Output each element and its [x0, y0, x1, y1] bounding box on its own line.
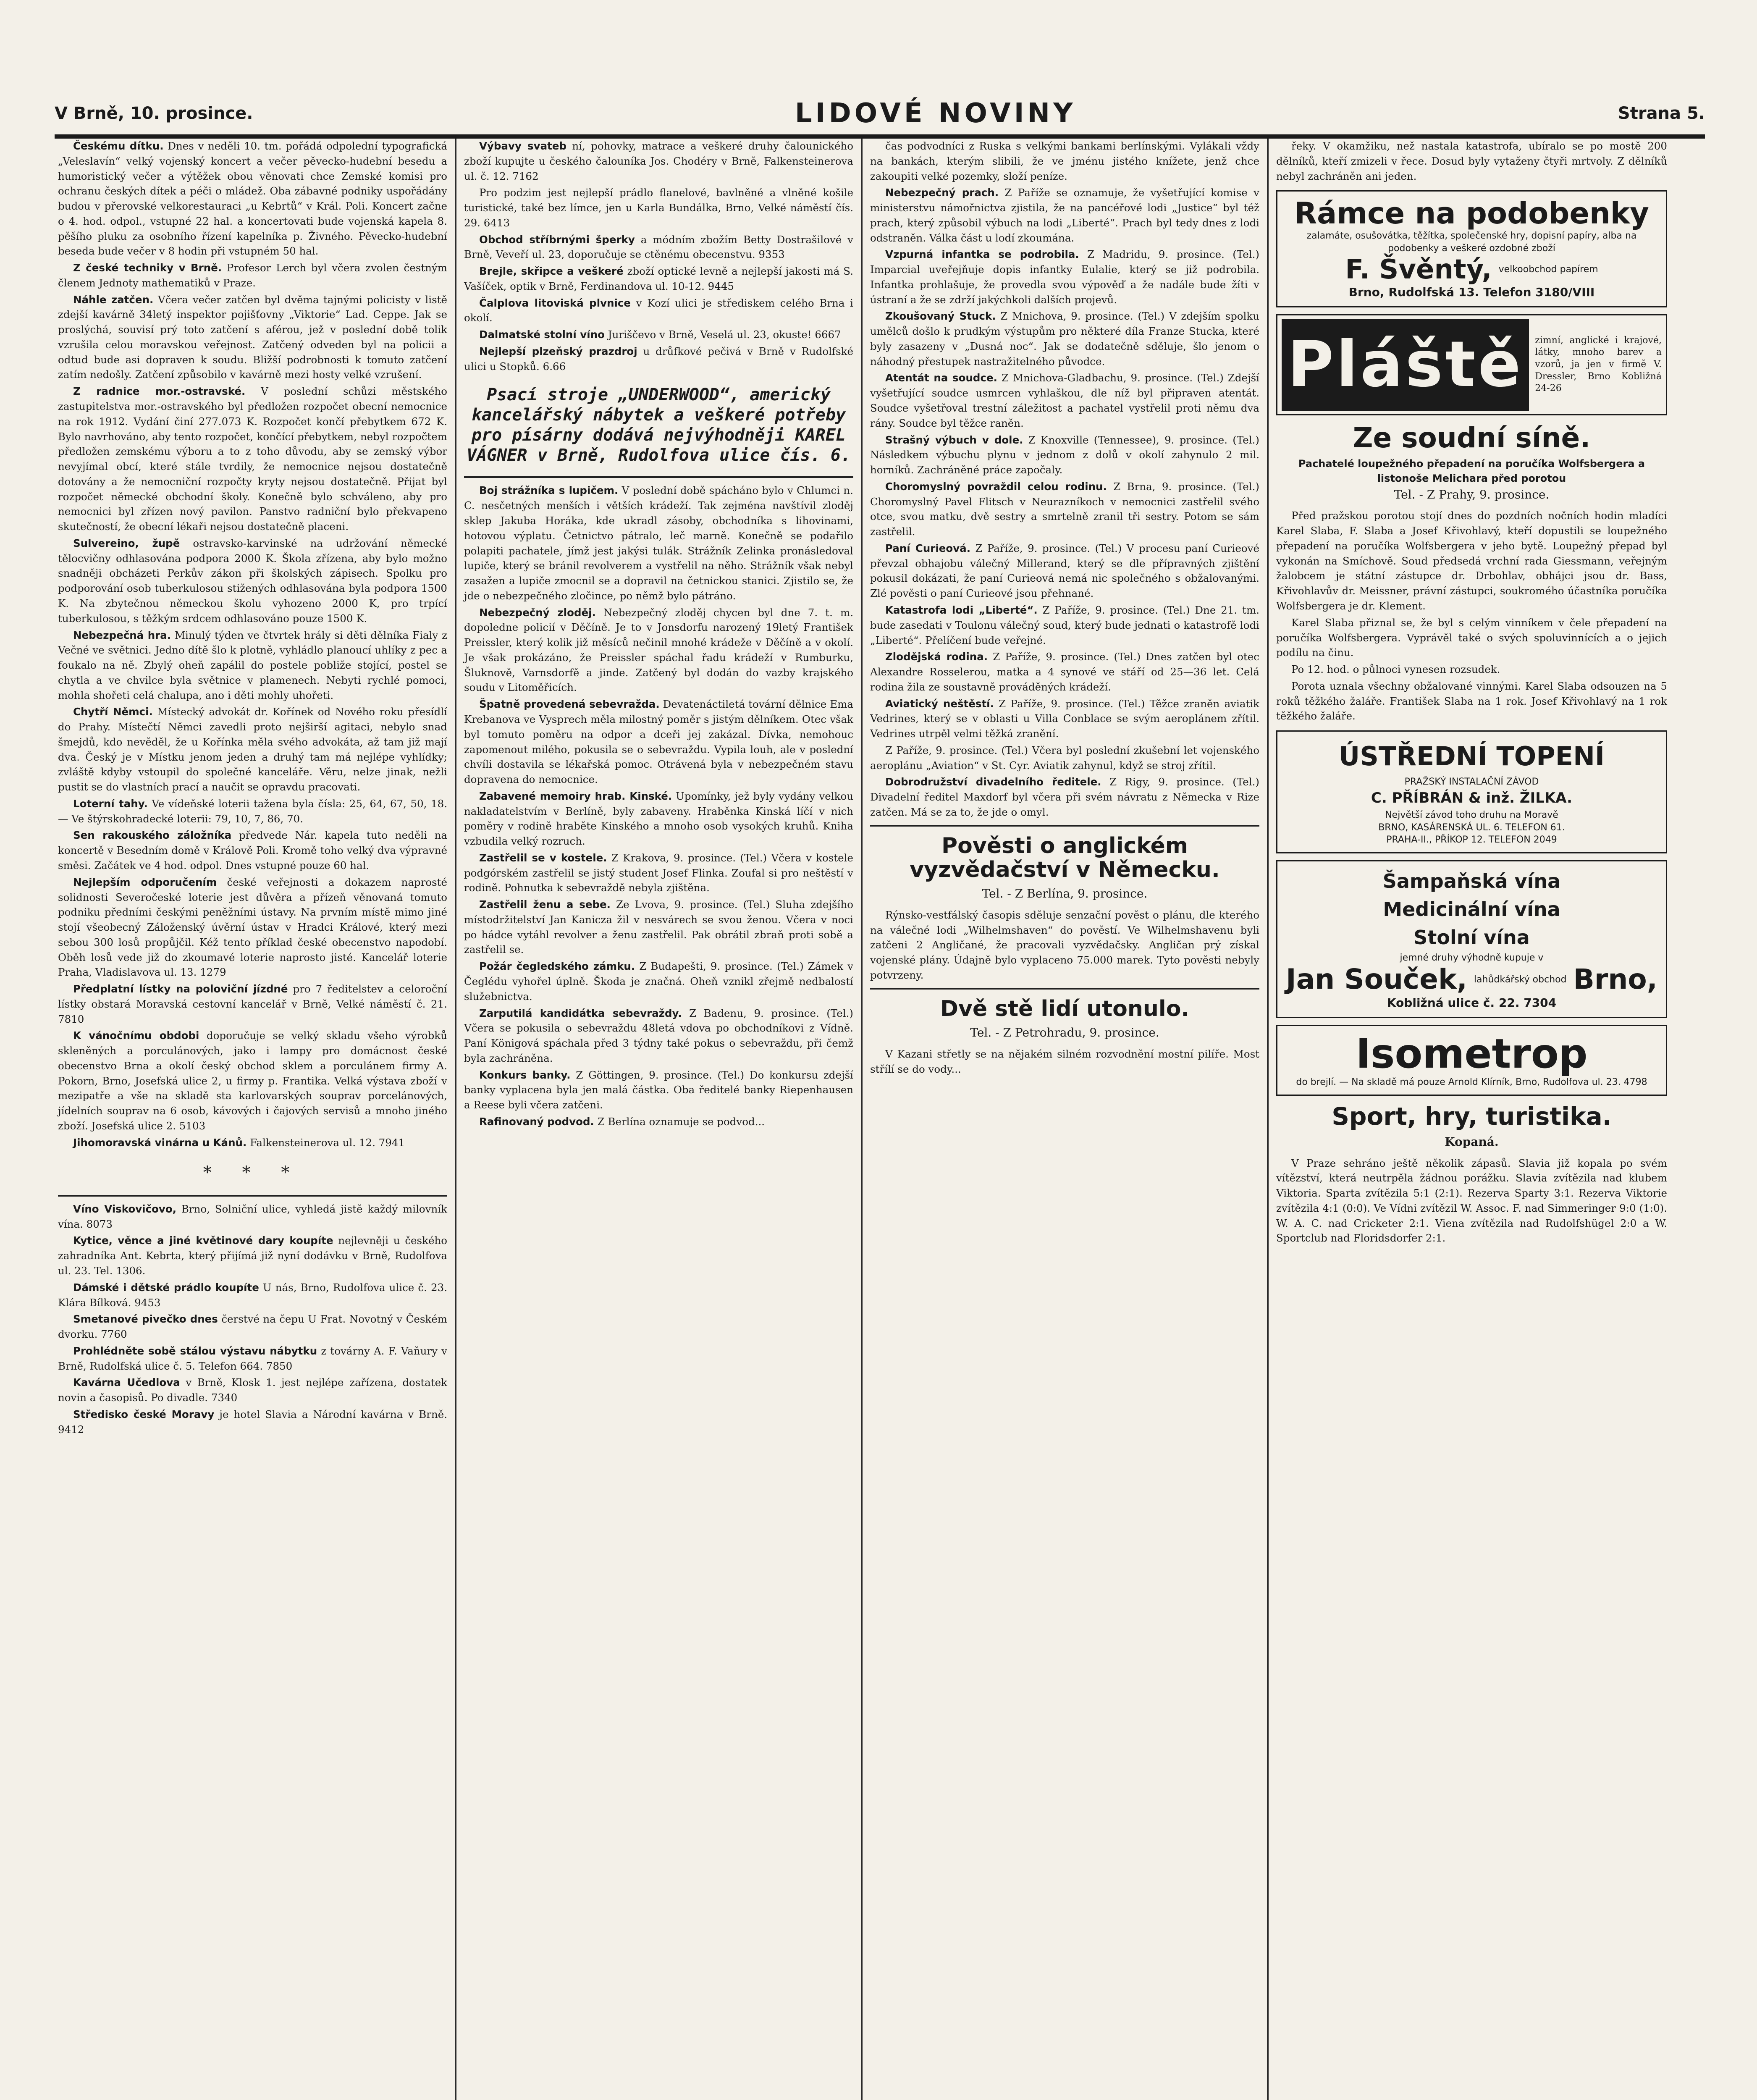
- article-headline: Rafinovaný podvod.: [479, 1115, 594, 1128]
- article-text: Ze Lvova, 9. prosince. (Tel.) Sluha zdejšího místodržitelství Jan Kanicza žil v nesvárech se svou ženou. Včera v noci po hádce vytáhl revolver a ženu zastřelil. Pak obrátil zbraň proti sobě a zastřelil se.: [464, 898, 853, 956]
- article-headline: Obchod stříbrnými šperky: [479, 233, 635, 246]
- article-item: [464, 1006, 853, 1066]
- court-paragraph: Před pražskou porotou stojí dnes do pozdních nočních hodin mladíci Karel Slaba, F. Slaba a Josef Křivohlavý, kteří dopustili se loupežného přepadení na poručíka Wolfsbergera v jeho bytě. Loupežný přepad byl vykonán na Smíchově. Soud předsedá vrchní rada Giessmann, veřejným žalobcem je státní zástupce dr. Drbohlav, obhájci jsou dr. Bass, Křivohlavův dr. Meissner, právní zástupci, soukromého účastníka poručíka Wolfsbergera je dr. Klement.: [1276, 509, 1667, 612]
- article-item: [870, 774, 1259, 819]
- article-item: [870, 370, 1259, 430]
- columns: [55, 139, 1705, 2100]
- wine-line2: Medicinální vína: [1383, 898, 1560, 921]
- sport-body: V Praze sehráno ještě několik zápasů. Slavia již kopala po svém vítězství, která neutrpěla žádnou porážku. Slavia zvítězila nad klubem Viktoria. Sparta zvítězila 5:1 (2:1). Rezerva Sparty 3:1. Rezerva Viktorie zvítězila 4:1 (0:0). Ve Vídni zvítězil W. Assoc. F. nad Simmeringer 9:0 (1:0). W. A. C. nad Cricketer 2:1. Viena zvítězila nad Rudolfshügel 2:0 a W. Sportclub nad Floridsdorfer 2:1.: [1276, 1157, 1667, 1244]
- article-text: V poslední době spácháno bylo v Chlumci n. C. nesčetných menších i větších krádeží. Tak zejména navštívil zloděj sklep Jakuba Horáka, kde ukradl zásoby, obchodníka s lihovinami, hotovou výplatu. Četnictvo pátralo, leč marně. Konečně se podařilo polapiti pachatele, jímž jest jakýsi tulák. Strážník Zelinka pronásledoval lupiče, který se bránil revolverem a vystřelil na něho. Strážník však nebyl zasažen a lupiče zmocnil se a dopravil na četnickou stanici. Zjistilo se, že jde o nebezpečného zločince, po němž bylo pátráno.: [464, 484, 853, 602]
- article-headline: Dámské i dětské prádlo koupíte: [73, 1281, 259, 1294]
- article-item: [58, 796, 447, 827]
- article-headline: Zarputilá kandidátka sebevraždy.: [479, 1007, 682, 1019]
- wine-address: Kobližná ulice č. 22. 7304: [1387, 995, 1557, 1010]
- article-text: české veřejnosti a dokazem naprosté solidnosti Severočeské loterie jest důvěra a přízeň věnovaná tomuto podniku předními českými peněžními ústavy. Na prvním místě mimo jiné stojí všeobecný Záloženský úvěrní ústav v Hradci Králové, který mezi sebou 300 losů propůjčil. Kéž tento příklad české obecenstvo napodobí. Oběh losů vede již do zkoumavé loterie naprosto jisté. Kancelář loterie Praha, Vladislavova ul. 13. 1279: [58, 876, 447, 979]
- article-text: Z Paříže se oznamuje, že vyšetřující komise v ministerstvu námořnictva zjistila, že na pancéřové lodi „Justice“ byl též prach, který způsobil výbuch na lodi „Liberté“. Prach byl tedy dnes z lodi odstraněn. Válka část u lodí zkoumána.: [870, 186, 1259, 244]
- article-headline: Katastrofa lodi „Liberté“.: [885, 604, 1038, 616]
- article-item: [464, 959, 853, 1004]
- article-headline: Smetanové pivečko dnes: [73, 1313, 218, 1326]
- article-headline: Z české techniky v Brně.: [73, 262, 222, 274]
- article-text: Z Paříže, 9. prosince. (Tel.) Dne 21. tm. bude zasedati v Toulonu válečný soud, který bude jednati o katastrofě lodi „Liberté“. Přelíčení bude veřejné.: [870, 604, 1259, 646]
- article-item: [464, 232, 853, 262]
- heating-title: ÚSTŘEDNÍ TOPENÍ: [1338, 741, 1605, 772]
- article-headline: Nebezpečný zloděj.: [479, 606, 596, 619]
- article-text: a módním zbožím Betty Dostrašilové v Brně, Veveří ul. 23, doporučuje se ctěnému obecenstvu. 9353: [464, 233, 854, 261]
- article-item: [464, 897, 853, 957]
- article-headline: Víno Viskovičovo,: [73, 1202, 177, 1215]
- page-header: [55, 92, 1705, 139]
- article-headline: Nebezpečná hra.: [73, 629, 171, 641]
- col4-top-text: řeky. V okamžiku, než nastala katastrofa, ubíralo se po mostě 200 dělníků, kteří zmizeli v řece. Dosud byly vytaženy čtyři mrtvoly. Z dělníků nebyl zachráněn ani jeden.: [1276, 140, 1667, 182]
- feature2-dateline: Tel. - Z Petrohradu, 9. prosince.: [970, 1025, 1159, 1040]
- article-headline: Zlodějská rodina.: [885, 651, 988, 663]
- article-item: [58, 384, 447, 534]
- feature2-title: Dvě stě lidí utonulo.: [940, 996, 1190, 1021]
- article-text: u drůfkové pečivá v Brně v Rudolfské ulici u Stopků. 6.66: [464, 345, 854, 373]
- article-text: Devatenáctiletá tovární dělnice Ema Krebanova ve Vysprech měla milostný poměr s jistým dělníkem. Otec však byl tomuto poměru na odpor a dceři jej zakázal. Dívka, nemohouc zapomenout milého, pokusila se o sebevraždu. Vypila louh, ale v poslední chvíli dostavila se lékařská pomoc. Otrávená byla v nebezpečném stavu dopravena do nemocnice.: [464, 698, 853, 786]
- article-item: [870, 247, 1259, 307]
- ramce-body: zalamáte, osušovátka, těžítka, společenské hry, dopisní papíry, alba na podobenky a veškeré ozdobné zboží: [1306, 231, 1637, 254]
- divider: [870, 825, 1259, 827]
- article-item: [58, 292, 447, 383]
- wine-line4: jemné druhy výhodně kupuje v: [1400, 953, 1544, 963]
- court-paragraph: Porota uznala všechny obžalované vinnými. Karel Slaba odsouzen na 5 roků těžkého žaláře. František Slaba na 1 rok. Josef Křivohlavý na 1 rok těžkého žaláře.: [1276, 680, 1667, 722]
- sport-subtitle: Kopaná.: [1445, 1134, 1499, 1149]
- article-item: [58, 1375, 447, 1405]
- article-headline: Špatně provedená sebevražda.: [479, 698, 660, 711]
- article-text: Včera večer zatčen byl dvěma tajnými policisty v listě zdejší kavárně 34letý inspektor pojišťovny „Viktorie“ Lad. Ceppe. Jak se proslýchá, souvisí prý toto zatčení s aférou, jež v poslední době tolik vzrušila celou moravskou veřejnost. Zatčený odveden byl na policii a odtud bude asi dopraven k soudu. Bližší podrobnosti k tomuto zatčení zatím nedošly. Zatčení způsobilo v kavárně mezi hosty velké vzrušení.: [58, 293, 447, 381]
- article-headline: Chytří Němci.: [73, 706, 153, 718]
- heating-line4: BRNO, KASÁRENSKÁ UL. 6. TELEFON 61.: [1378, 822, 1565, 833]
- article-text: ostravsko-karvinské na udržování německé tělocvičny odhlasována podpora 2000 K. Škola zřízena, aby bylo možno snadněji obcházeti Perkův zákon při školských zápisech. Spolku pro podporování osob tuberkulosou stižených odhlasována byla podpora 1500 K. Na zbytečnou německou školu vyhozeno 2000 K, pro trpící tuberkulosou, s těžkým srdcem odhlasováno pouze 1500 K.: [58, 537, 447, 625]
- article-item: [464, 264, 853, 294]
- column-4: [1273, 139, 1675, 2100]
- article-item: [870, 433, 1259, 478]
- article-text: Upomínky, jež byly vydány velkou nakladatelstvím v Berlíně, byly zabaveny. Hraběnka Kinská líčí v nich poměry v rodině hraběte Kinského a mnoho osob vysokých kruhů. Kniha vzbudila velký rozruch.: [464, 790, 853, 848]
- article-text: Z Krakova, 9. prosince. (Tel.) Včera v kostele podgórském zastřelil se jistý student Josef Flinka. Zoufal si pro neštěstí v rodině. Pohnutka k sebevraždě nebyla zjištěna.: [464, 851, 853, 894]
- heating-line5: PRAHA-II., PŘÍKOP 12. TELEFON 2049: [1386, 835, 1557, 845]
- article-text: Z Paříže, 9. prosince. (Tel.) Těžce zraněn aviatik Vedrines, který se v oblasti u Villa Conblace se svým aeroplánem zřítil. Vedrines utrpěl velmi těžká zranění.: [870, 697, 1259, 740]
- heating-firm: C. PŘÍBRÁN & inž. ŽILKA.: [1371, 790, 1573, 807]
- underwood-ad: Psací stroje „UNDERWOOD“, americký kancelářský nábytek a veškeré potřeby pro písárny dodává nejvýhodněji KAREL VÁGNER v Brně, Rudolfova ulice čís. 6.: [466, 385, 851, 465]
- court-subtitle: Pachatelé loupežného přepadení na poručíka Wolfsbergera a listonoše Melichara před porotou: [1298, 458, 1645, 485]
- article-item: [870, 479, 1259, 539]
- article-item: [464, 605, 853, 696]
- article-text: Pro podzim jest nejlepší prádlo flanelové, bavlněné a vlněné košile turistické, také bez límce, jen u Karla Bundálka, Brno, Velké náměstí čís. 29. 6413: [464, 186, 853, 229]
- header-date: V Brně, 10. prosince.: [55, 104, 253, 123]
- article-item: [58, 1312, 447, 1342]
- article-headline: Aviatický neštěstí.: [885, 697, 994, 710]
- article-headline: Loterní tahy.: [73, 797, 148, 810]
- divider: [870, 988, 1259, 990]
- feature-title: Pověsti o anglickém vyzvědačství v Německu.: [910, 833, 1220, 882]
- column-2: [461, 139, 863, 2100]
- article-text: ní, pohovky, matrace a veškeré druhy čalounického zboží kupujte u českého čalouníka Jos. Chodéry v Brně, Falkensteinerova ul. č. 12. 7162: [464, 140, 853, 182]
- article-headline: Středisko české Moravy: [73, 1408, 215, 1420]
- article-headline: Nejlepší plzeňský prazdroj: [479, 345, 637, 357]
- col3-articles: [870, 139, 1259, 820]
- article-headline: Výbavy svateb: [479, 140, 567, 152]
- ramce-address: Brno, Rudolfská 13. Telefon 3180/VIII: [1348, 285, 1595, 299]
- article-text: pro 7 ředitelstev a celoroční lístky obstará Moravská cestovní kancelář v Brně, Velké náměstí č. 21. 7810: [58, 983, 447, 1025]
- article-text: Z Rigy, 9. prosince. (Tel.) Divadelní ředitel Maxdorf byl včera při svém návratu z Německa v Rize zatčen. Má se za to, že jde o omyl.: [870, 776, 1259, 818]
- article-text: Z Paříže, 9. prosince. (Tel.) Včera byl poslední zkušební let vojenského aeroplánu „Aviation“ v St. Cyr. Aviatik zahynul, když se stroj zřítil.: [870, 744, 1259, 772]
- article-text: Dnes v neděli 10. tm. pořádá odpolední typografická „Veleslavín“ velký vojenský koncert a večer pěvecko-hudební besedu a humoristický večer a výtěžek obou věnovati chce Zemské komisi pro ochranu českých dítek a péči o mládež. Oba zábavné podniky uspořádány budou v přerovské velkorestauraci „u Kebrtů“ v Král. Poli. Koncert začne o 4. hod. odpol., vstupné 22 hal. a koncertovati bude vojenská kapela 8. pěšího pluku za osobního řízení kapelníka p. Živného. Pěvecko-hudební beseda bude večer v 8 hodin při vstupném 50 hal.: [58, 140, 447, 257]
- article-text: Profesor Lerch byl včera zvolen čestným členem Jednoty mathematiků v Praze.: [58, 262, 447, 289]
- ramce-firm2: velkoobchod papírem: [1498, 264, 1598, 275]
- article-headline: Zastřelil ženu a sebe.: [479, 898, 611, 911]
- wine-ad: [1276, 860, 1667, 1018]
- article-text: nejlevněji u českého zahradníka Ant. Kebrta, který přijímá již nyní dodávku v Brně, Rudolfova ul. 23. Tel. 1306.: [58, 1234, 447, 1277]
- article-headline: Zastřelil se v kostele.: [479, 851, 607, 864]
- plaste-word: Pláště: [1282, 319, 1529, 411]
- article-headline: Choromyslný povraždil celou rodinu.: [885, 480, 1107, 493]
- article-headline: Požár čegledského zámku.: [479, 960, 635, 973]
- article-text: zboží optické levně a nejlepší jakosti má S. Vašíček, optik v Brně, Ferdinandova ul. 10-12. 9445: [464, 265, 853, 292]
- isometrop-ad: [1276, 1025, 1667, 1096]
- ramce-ad: [1276, 190, 1667, 307]
- article-headline: Náhle zatčen.: [73, 293, 154, 306]
- article-item: [58, 1028, 447, 1133]
- isometrop-body: do brejlí. — Na skladě má pouze Arnold Klírník, Brno, Rudolfova ul. 23. 4798: [1296, 1077, 1647, 1088]
- article-headline: Vzpurná infantka se podrobila.: [885, 248, 1079, 261]
- heating-line3: Největší závod toho druhu na Moravě: [1385, 809, 1558, 820]
- article-headline: Kavárna Učedlova: [73, 1376, 180, 1389]
- article-headline: Boj strážníka s lupičem.: [479, 484, 619, 497]
- article-headline: Kytice, věnce a jiné květinové dary koupíte: [73, 1234, 333, 1247]
- sport-title: Sport, hry, turistika.: [1332, 1102, 1612, 1131]
- wine-firm: Jan Souček,: [1286, 963, 1467, 996]
- wine-firm2: lahůdkářský obchod: [1474, 974, 1567, 985]
- article-item: [58, 260, 447, 291]
- article-text: Z Mnichova-Gladbachu, 9. prosince. (Tel.) Zdejší vyšetřující soudce usmrcen vyhlaškou, dle níž byl připraven atentát. Soudce vyšetřoval trestní záležitost a pachatel vystřelil proti němu dva rány. Soudce byl těžce raněn.: [870, 372, 1260, 429]
- article-text: Falkensteinerova ul. 12. 7941: [250, 1136, 405, 1149]
- plaste-text: zimní, anglické i krajové, látky, mnoho barev a vzorů, ja jen v firmě V. Dressler, Brno Kobližná 24-26: [1535, 335, 1662, 394]
- article-headline: Dobrodružství divadelního ředitele.: [885, 776, 1101, 788]
- article-text: Juriščevo v Brně, Veselá ul. 23, okuste! 6667: [608, 328, 841, 341]
- article-text: Z Mnichova, 9. prosince. (Tel.) V zdejším spolku umělců došlo k prudkým výstupům pro některé díla Franze Stucka, které byly zasazeny v „Dusná noc“. Jak se dodatečně sděluje, šlo jenom o náhodný přestupek nastražitelného původce.: [870, 310, 1260, 368]
- column-3: [867, 139, 1269, 2100]
- article-text: Z Badenu, 9. prosince. (Tel.) Včera se pokusila o sebevraždu 48letá vdova po obchodníkovi z Vídně. Paní Königová spáchala před 3 týdny také pokus o sebevraždu, při čemž byla zachráněna.: [464, 1007, 853, 1064]
- article-item: [58, 628, 447, 703]
- article-text: Z Berlína oznamuje se podvod...: [597, 1115, 765, 1128]
- article-headline: Prohlédněte sobě stálou výstavu nábytku: [73, 1344, 317, 1357]
- article-text: předvede Nár. kapela tuto neděli na koncertě v Besedním domě v Králově Poli. Kromě toho velký dva výpravné směsi. Začátek ve 4 hod. odpol. Dnes vstupné pouze 60 hal.: [58, 829, 447, 872]
- article-text: Brno, Solniční ulice, vyhledá jistě každý milovník vína. 8073: [58, 1202, 447, 1230]
- article-headline: Atentát na soudce.: [885, 372, 997, 384]
- feature-dateline: Tel. - Z Berlína, 9. prosince.: [982, 887, 1148, 901]
- article-item: [58, 828, 447, 873]
- article-item: [870, 696, 1259, 741]
- divider: [464, 476, 853, 478]
- article-item: [58, 1344, 447, 1374]
- plaste-ad: [1276, 314, 1667, 415]
- article-item: [870, 309, 1259, 369]
- heating-ad: [1276, 730, 1667, 853]
- article-text: Z Brna, 9. prosince. (Tel.) Choromyslný Pavel Flitsch v Neurazníkoch v nemocnici zastřelil svého otce, svou matku, dvě sestry a smrtelně zranil tři sestry. Potom se sám zastřelil.: [870, 480, 1259, 538]
- article-item: [464, 1114, 853, 1129]
- article-item: [464, 850, 853, 895]
- article-item: [464, 1068, 853, 1113]
- article-item: [464, 296, 853, 326]
- heating-line1: PRAŽSKÝ INSTALAČNÍ ZÁVOD: [1404, 776, 1539, 787]
- article-text: v Brně, Klosk 1. jest nejlépe zařízena, dostatek novin a časopisů. Po divadle. 7340: [58, 1376, 447, 1404]
- col1-articles: [58, 139, 447, 1150]
- article-item: [58, 1407, 447, 1437]
- court-paragraph: Karel Slaba přiznal se, že byl s celým vinníkem v čele přepadení na poručíka Wolfsbergera. Vyprávěl také o svých spoluvinnících a o jejich podílu na činu.: [1276, 616, 1667, 659]
- article-text: Nebezpečný zloděj chycen byl dne 7. t. m. dopoledne policií v Děčíně. Je to v Jonsdorfu narozený 19letý František Preissler, který kolik již měsíců nečinil mnohé krádeže v Děčíně a v okolí. Je však prokázáno, že Preissler spáchal řadu krádeží v Rumburku, Šluknově, Varnsdorfě a jinde. Zatčený byl dodán do vazby krajského soudu v Litoměřicích.: [464, 606, 854, 694]
- masthead-title: LIDOVÉ NOVINY: [795, 98, 1076, 129]
- article-headline: Strašný výbuch v dole.: [885, 433, 1023, 446]
- article-headline: K vánočnímu obdobi: [73, 1029, 199, 1042]
- article-item: [464, 139, 853, 184]
- wine-city: Brno,: [1573, 963, 1657, 996]
- article-headline: Sen rakouského záložníka: [73, 829, 232, 842]
- article-headline: Zkoušovaný Stuck.: [885, 310, 996, 323]
- col1-ads: [58, 1202, 447, 1437]
- article-text: čas podvodníci z Ruska s velkými bankami berlínskými. Vylákali vždy na bankách, kterým slibili, že ve jménu jistého knížete, jenž chce zakoupiti velké pozemky, složí peníze.: [870, 140, 1259, 182]
- newspaper-page: [55, 92, 1705, 2100]
- article-item: [870, 743, 1259, 773]
- article-headline: Dalmatské stolní víno: [479, 328, 605, 341]
- article-item: [464, 327, 853, 342]
- article-headline: Českému dítku.: [73, 140, 164, 152]
- article-headline: Zabavené memoiry hrab. Kinské.: [479, 790, 672, 802]
- article-item: [870, 139, 1259, 184]
- wine-line1: Šampaňská vína: [1382, 870, 1561, 892]
- article-item: [58, 139, 447, 259]
- article-text: Z Budapešti, 9. prosince. (Tel.) Zámek v Čeglédu vyhořel úplně. Škoda je značná. Oheň vznikl zřejmě nedbalostí služebnictva.: [464, 960, 853, 1003]
- article-item: [58, 704, 447, 795]
- article-headline: Konkurs banky.: [479, 1068, 571, 1081]
- article-item: [58, 1135, 447, 1150]
- ramce-firm: F. Švěntý,: [1345, 254, 1492, 285]
- article-item: [464, 697, 853, 787]
- divider: [58, 1195, 447, 1197]
- article-item: [870, 603, 1259, 648]
- article-headline: Sulvereino, župě: [73, 537, 180, 549]
- article-item: [58, 1233, 447, 1278]
- article-text: U nás, Brno, Rudolfova ulice č. 23. Klára Bílková. 9453: [58, 1281, 448, 1309]
- article-headline: Předplatní lístky na poloviční jízdné: [73, 983, 288, 995]
- article-text: V poslední schůzi městského zastupitelstva mor.-ostravského byl předložen rozpočet obecní nemocnice na rok 1912. Vydání činí 277.073 K. Rozpočet končí přebytkem 672 K. Bylo navrhováno, aby tento rozpočet, končící přebytkem, nebyl rozpočtem předložen zemskému výboru a to z toho důvodu, aby se zemský výbor nevyjímal obcí, které stále tvrdily, že nemocnice nejsou dostatečně dotovány a že nemocniční rozpočty kryty nejsou dostatečně. Přijat byl rozpočet německé obchodní školy. Konečně bylo schváleno, aby pro nemocnici byl zřízen nový pavilon. Panstvo radniční bylo překvapeno skutečností, že obecní lékaři nejsou dostatečně placeni.: [58, 385, 447, 533]
- article-item: [58, 982, 447, 1026]
- court-body: [1276, 508, 1667, 724]
- court-title: Ze soudní síně.: [1353, 421, 1591, 454]
- article-item: [464, 185, 853, 230]
- article-text: Z Göttingen, 9. prosince. (Tel.) Do konkursu zdejší banky vyplacena byla jen malá částka. Oba ředitelé banky Riepenhausen a Reese byli včera zatčeni.: [464, 1068, 853, 1111]
- ramce-title: Rámce na podobenky: [1294, 196, 1649, 231]
- separator-stars: * * *: [203, 1163, 302, 1182]
- article-headline: Nebezpečný prach.: [885, 186, 999, 199]
- article-headline: Nejlepším odporučením: [73, 876, 217, 888]
- isometrop-title: Isometrop: [1356, 1030, 1588, 1077]
- article-text: Z Paříže, 9. prosince. (Tel.) V procesu paní Curieové převzal obhajobu válečný Millerand, který se dle přípravných zjištění pokusil dokázati, že paní Curieová nemá nic společného s obžalovanými. Zlé pověsti o paní Curieové jsou přehnané.: [870, 542, 1259, 600]
- article-headline: Brejle, skřipce a veškeré: [479, 265, 624, 278]
- article-headline: Paní Curieová.: [885, 542, 971, 554]
- col2-notices: [464, 139, 853, 374]
- feature2-body: V Kazani střetly se na nějakém silném rozvodnění mostní pilíře. Most střílí se do vody...: [870, 1047, 1259, 1075]
- article-item: [58, 875, 447, 980]
- article-text: Z Paříže, 9. prosince. (Tel.) Dnes zatčen byl otec Alexandre Rosselerou, matka a 4 synové ve stáří od 25—36 let. Celá rodina žila ze soustavně prováděných krádeží.: [870, 651, 1259, 693]
- article-text: čerstvé na čepu U Frat. Novotný v Českém dvorku. 7760: [58, 1313, 447, 1341]
- article-text: doporučuje se velký skladu všeho výrobků skleněných a porculánových, jako i lampy pro domácnost české obecenstvo Brna a okolí český obchod sklem a porculánem firmy A. Pokorn, Brno, Josefská ulice 2, u firmy p. Frantika. Velká výstava zboží v mezipatře a vše na skladě sta karlovarských souprav porcelánových, jídelních souprav na 6 osob, kávových i čajových servisů a mnoho jiného zboží. Josefská ulice 2. 5103: [58, 1029, 447, 1132]
- article-item: [870, 541, 1259, 601]
- article-headline: Z radnice mor.-ostravské.: [73, 385, 246, 398]
- article-text: Minulý týden ve čtvrtek hrály si děti dělníka Fialy z Večné ve světnici. Jedno dítě šlo k plotně, vyhládlo planoucí uhlíky z pec a foukalo na ně. Zbylý oheň zapálil do postele pobliže stojící, postel se chytla a ve chvilce byla světnice v plamenech. Nebyti rychlé pomoci, mohla shořeti celá chalupa, ano i děti mohly uhořeti.: [58, 629, 447, 701]
- wine-line3: Stolní vína: [1413, 926, 1530, 949]
- article-item: [870, 649, 1259, 694]
- article-headline: Čalplova litoviská plvnice: [479, 297, 631, 309]
- column-1: [55, 139, 456, 2100]
- feature-body: Rýnsko-vestfálský časopis sděluje senzační pověst o plánu, dle kterého na válečné lodi „Wilhelmshaven“ do pověstí. Ve Wilhelmshavenu byli zatčeni 2 Angličané, že pracovali vyzvědačsky. Angličan prý získal vojenské plány. Údajně bylo vyplaceno 75.000 marek. Tyto pověsti nebyly potvrzeny.: [870, 908, 1259, 981]
- article-headline: Jihomoravská vinárna u Kánů.: [73, 1136, 247, 1149]
- article-item: [870, 185, 1259, 245]
- article-item: [58, 1280, 447, 1310]
- col2-articles: [464, 483, 853, 1129]
- article-text: Z Knoxville (Tennessee), 9. prosince. (Tel.) Následkem výbuchu plynu v jednom z dolů v okolí zahynulo 2 mil. horníků. Zachráněné práce započaly.: [870, 433, 1259, 476]
- court-dateline: Tel. - Z Prahy, 9. prosince.: [1394, 487, 1550, 501]
- article-text: v Kozí ulici je střediskem celého Brna i okolí.: [464, 297, 854, 324]
- article-item: [464, 483, 853, 603]
- page-number: Strana 5.: [1618, 104, 1705, 123]
- article-item: [464, 789, 853, 849]
- article-item: [58, 1202, 447, 1232]
- article-text: Ve vídeňské loterii tažena byla čísla: 25, 64, 67, 50, 18. — Ve štýrskohradecké loterii: 79, 10, 7, 86, 70.: [58, 797, 447, 825]
- article-text: z továrny A. F. Vaňury v Brně, Rudolfská ulice č. 5. Telefon 664. 7850: [58, 1344, 447, 1372]
- article-text: je hotel Slavia a Národní kavárna v Brně. 9412: [58, 1408, 447, 1436]
- court-paragraph: Po 12. hod. o půlnoci vynesen rozsudek.: [1291, 663, 1500, 676]
- article-item: [58, 536, 447, 626]
- article-text: Z Madridu, 9. prosince. (Tel.) Imparcial uveřejňuje dopis infantky Eulalie, který se již podrobila. Infantka prohlašuje, že provedla svou výpověď a že nadále bude žíti v ústraní a že se zdrží jakýchkoli dalších projevů.: [870, 248, 1259, 306]
- article-item: [464, 344, 853, 374]
- article-text: Místecký advokát dr. Kořínek od Nového roku přesídlí do Prahy. Místečtí Němci zavedli proto nejširší agitaci, nebylo snad šmejdů, kdo nevěděl, že u Kořínka měla svého advokáta, až tam již mají dva. Český je v Místku jenom jeden a druhý tam má nejlépe vyhlídky; zvláště kdyby vstoupil do společné kanceláře. Věru, nelze jinak, nežli pustit se do vlastních prací a naučit se opravdu pracovati.: [58, 706, 447, 793]
